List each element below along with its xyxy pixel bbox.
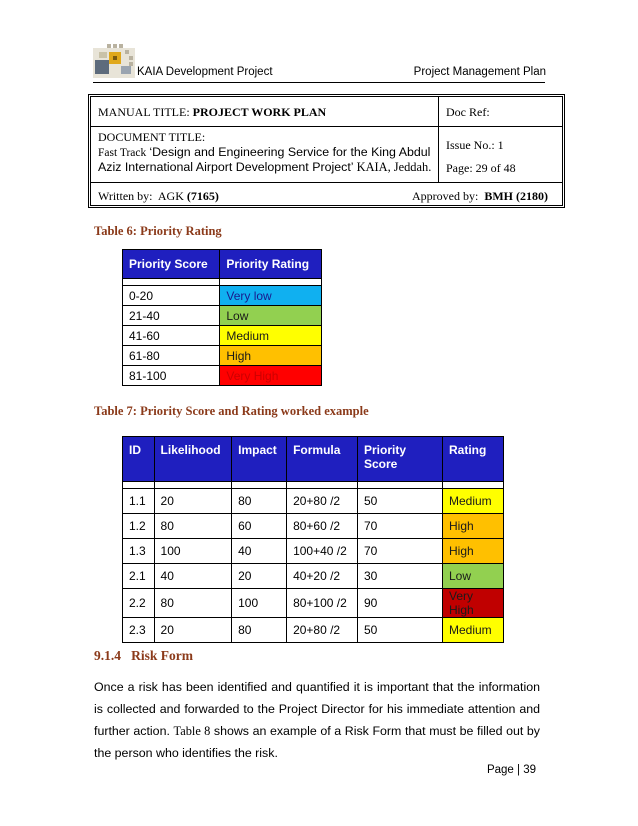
table6-score-cell: 41-60 bbox=[123, 326, 220, 346]
section-heading: 9.1.4 Risk Form bbox=[94, 648, 193, 663]
table7-likelihood-cell: 20 bbox=[154, 489, 232, 514]
table6-row bbox=[123, 346, 322, 366]
table7-impact-cell: 20 bbox=[232, 564, 287, 589]
table7-id-cell: 2.2 bbox=[123, 589, 155, 618]
table7-formula-cell: 20+80 /2 bbox=[287, 489, 358, 514]
table6-rating-cell: Very High bbox=[220, 366, 322, 386]
priority-rating-table bbox=[122, 249, 322, 386]
table7-row bbox=[123, 514, 504, 539]
table7-rating-cell: Medium bbox=[443, 489, 504, 514]
table7-header-priority-score: Priority Score bbox=[358, 437, 443, 482]
header-rule bbox=[93, 82, 545, 83]
table6-rating-cell: Medium bbox=[220, 326, 322, 346]
table7-score-cell: 50 bbox=[358, 618, 443, 643]
table7-score-cell: 90 bbox=[358, 589, 443, 618]
table7-score-cell: 70 bbox=[358, 539, 443, 564]
table7-rating-cell: Medium bbox=[443, 618, 504, 643]
table8-reference[interactable]: Table 8 bbox=[173, 724, 211, 738]
table7-caption: Table 7: Priority Score and Rating worked example bbox=[94, 404, 369, 418]
table6-score-cell: 61-80 bbox=[123, 346, 220, 366]
page-of: Page: 29 of 48 bbox=[446, 161, 516, 175]
table7-score-cell: 70 bbox=[358, 514, 443, 539]
table7-header-formula: Formula bbox=[287, 437, 358, 482]
table6-score-cell: 21-40 bbox=[123, 306, 220, 326]
table7-formula-cell: 80+60 /2 bbox=[287, 514, 358, 539]
table7-id-cell: 2.1 bbox=[123, 564, 155, 589]
table7-header-impact: Impact bbox=[232, 437, 287, 482]
table7-rating-cell: Low bbox=[443, 564, 504, 589]
table6-score-cell: 81-100 bbox=[123, 366, 220, 386]
issue-number: Issue No.: 1 bbox=[446, 138, 504, 152]
table7-formula-cell: 80+100 /2 bbox=[287, 589, 358, 618]
table7-id-cell: 2.3 bbox=[123, 618, 155, 643]
table7-id-cell: 1.3 bbox=[123, 539, 155, 564]
table7-formula-cell: 40+20 /2 bbox=[287, 564, 358, 589]
table6-row bbox=[123, 306, 322, 326]
approved-by: Approved by: BMH (2180) bbox=[412, 189, 548, 203]
table7-likelihood-cell: 40 bbox=[154, 564, 232, 589]
document-control-box bbox=[88, 94, 565, 208]
table7-id-cell: 1.1 bbox=[123, 489, 155, 514]
page-number: Page | 39 bbox=[486, 764, 536, 776]
table7-likelihood-cell: 20 bbox=[154, 618, 232, 643]
risk-form-paragraph: Once a risk has been identified and quantified it is important that the information is collected and forwarded to the Project Director for his immediate attention and further action. Table 8 shows an example of a Risk Form that must be filled out by the person who identifies the risk. bbox=[94, 680, 540, 760]
table7-formula-cell: 20+80 /2 bbox=[287, 618, 358, 643]
table6-rating-cell: Low bbox=[220, 306, 322, 326]
table7-id-cell: 1.2 bbox=[123, 514, 155, 539]
header-plan-name: Project Management Plan bbox=[413, 66, 546, 78]
table7-impact-cell: 80 bbox=[232, 618, 287, 643]
document-title-line2: Aziz International Airport Development Project’ KAIA, Jeddah. bbox=[98, 160, 432, 174]
header-project-name: KAIA Development Project bbox=[137, 66, 273, 78]
table6-caption: Table 6: Priority Rating bbox=[94, 224, 222, 238]
document-title-label: DOCUMENT TITLE: bbox=[98, 130, 206, 144]
table7-row bbox=[123, 539, 504, 564]
table7-rating-cell: Very High bbox=[443, 589, 504, 618]
table7-likelihood-cell: 100 bbox=[154, 539, 232, 564]
table7-impact-cell: 40 bbox=[232, 539, 287, 564]
table7-impact-cell: 80 bbox=[232, 489, 287, 514]
doc-ref: Doc Ref: bbox=[446, 105, 490, 119]
table7-formula-cell: 100+40 /2 bbox=[287, 539, 358, 564]
table7-likelihood-cell: 80 bbox=[154, 589, 232, 618]
table7-row bbox=[123, 589, 504, 618]
table6-row bbox=[123, 366, 322, 386]
written-by: Written by: AGK (7165) bbox=[98, 189, 219, 203]
table7-rating-cell: High bbox=[443, 539, 504, 564]
table7-row bbox=[123, 564, 504, 589]
table7-header-likelihood: Likelihood bbox=[154, 437, 232, 482]
table7-impact-cell: 100 bbox=[232, 589, 287, 618]
table7-header-id: ID bbox=[123, 437, 155, 482]
table6-rating-cell: Very low bbox=[220, 286, 322, 306]
table6-header-rating: Priority Rating bbox=[220, 250, 322, 279]
worked-example-table bbox=[122, 436, 504, 643]
table6-row bbox=[123, 326, 322, 346]
table6-rating-cell: High bbox=[220, 346, 322, 366]
table6-header-score: Priority Score bbox=[123, 250, 220, 279]
table7-header-rating: Rating bbox=[443, 437, 504, 482]
table7-impact-cell: 60 bbox=[232, 514, 287, 539]
table6-row bbox=[123, 286, 322, 306]
table6-score-cell: 0-20 bbox=[123, 286, 220, 306]
kaia-logo bbox=[93, 42, 135, 80]
table7-score-cell: 50 bbox=[358, 489, 443, 514]
table7-rating-cell: High bbox=[443, 514, 504, 539]
manual-title: MANUAL TITLE: PROJECT WORK PLAN bbox=[98, 105, 327, 119]
table7-row bbox=[123, 489, 504, 514]
table7-likelihood-cell: 80 bbox=[154, 514, 232, 539]
table7-row bbox=[123, 618, 504, 643]
table7-score-cell: 30 bbox=[358, 564, 443, 589]
document-title-line1: Fast Track ‘Design and Engineering Service for the King Abdul bbox=[98, 145, 431, 159]
